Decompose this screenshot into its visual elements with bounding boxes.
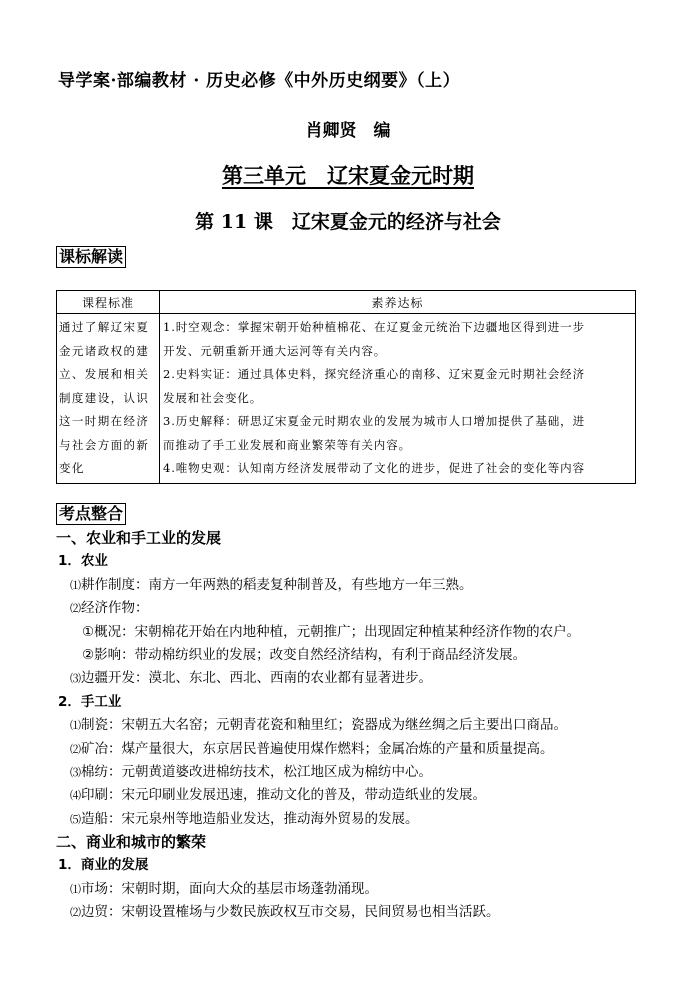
- list-item: ⑷印刷：宋元印刷业发展迅速，推动文化的普及，带动造纸业的发展。: [70, 787, 486, 804]
- list-item: ⑶边疆开发：漠北、东北、西北、西南的农业都有显著进步。: [70, 670, 432, 687]
- section-heading-key-points: [56, 503, 126, 525]
- list-item: ⑵经济作物：: [70, 600, 149, 617]
- literacy-item: 4.唯物史观：认知南方经济发展带动了文化的进步，促进了社会的变化等内容: [163, 461, 585, 475]
- key-points-content: [56, 527, 656, 925]
- list-item: ⑶棉纺：元朝黄道婆改进棉纺技术，松江地区成为棉纺中心。: [70, 763, 432, 780]
- curriculum-table: [56, 290, 636, 484]
- section-heading-curriculum: [56, 246, 126, 268]
- subheading-handicraft: 2．手工业: [58, 693, 122, 710]
- standard-cell: [57, 314, 160, 484]
- table-header-literacy: 素养达标: [160, 291, 636, 314]
- list-item: ⑴制瓷：宋朝五大名窑；元朝青花瓷和釉里红；瓷器成为继丝绸之后主要出口商品。: [70, 717, 567, 734]
- list-item: ⑸造船：宋元泉州等地造船业发达，推动海外贸易的发展。: [70, 810, 419, 827]
- standard-line: 通过了解辽宋夏: [59, 320, 150, 334]
- table-header-standard: 课程标准: [57, 291, 160, 314]
- section-label: 课标解读: [56, 246, 126, 268]
- list-subitem: ②影响：带动棉纺织业的发展；改变自然经济结构，有利于商品经济发展。: [82, 646, 527, 663]
- author-line: 肖卿贤 编: [305, 121, 391, 141]
- list-subitem: ①概况：宋朝棉花开始在内地种植，元朝推广；出现固定种植某种经济作物的农户。: [82, 623, 581, 640]
- list-item: ⑴耕作制度：南方一年两熟的稻麦复种制普及，有些地方一年三熟。: [70, 576, 473, 593]
- literacy-item: 1.时空观念：掌握宋朝开始种植棉花、在辽夏金元统治下边疆地区得到进一步 开发、元朝重新开通大运河等有关内容。: [163, 320, 585, 358]
- unit-title-text: 第三单元 辽宋夏金元时期: [222, 163, 474, 188]
- literacy-item: 3.历史解释：研思辽宋夏金元时期农业的发展为城市人口增加提供了基础，进 而推动了手工业发展和商业繁荣等有关内容。: [163, 414, 585, 452]
- unit-title: [0, 160, 696, 190]
- document-header: 导学案·部编教材 · 历史必修《中外历史纲要》（上）: [58, 71, 461, 91]
- standard-line: 立、发展和相关: [59, 367, 150, 381]
- standard-line: 变化: [59, 461, 85, 475]
- list-item: ⑵矿冶：煤产量很大，东京居民普遍使用煤作燃料；金属冶炼的产量和质量提高。: [70, 740, 554, 757]
- lesson-title: 第 11 课 辽宋夏金元的经济与社会: [195, 211, 501, 233]
- literacy-cell: [160, 314, 636, 484]
- table-header-row: [57, 291, 636, 314]
- section-label: 考点整合: [56, 503, 126, 525]
- subheading-agriculture: 1．农业: [58, 553, 108, 570]
- heading-commerce-cities: 二、商业和城市的繁荣: [56, 833, 207, 852]
- standard-line: 与社会方面的新: [59, 437, 150, 452]
- literacy-item: 2.史料实证：通过具体史料，探究经济重心的南移、辽宋夏金元时期社会经济 发展和社会变化。: [163, 367, 585, 405]
- subheading-commerce: 1．商业的发展: [58, 857, 149, 874]
- standard-line: 金元诸政权的建: [59, 343, 150, 358]
- heading-agriculture-handicraft: 一、农业和手工业的发展: [56, 529, 222, 547]
- standard-line: 制度建设，认识: [59, 390, 150, 405]
- table-row: [57, 314, 636, 484]
- standard-line: 这一时期在经济: [59, 414, 150, 428]
- list-item: ⑴市场：宋朝时期，面向大众的基层市场蓬勃涌现。: [70, 880, 378, 897]
- list-item: ⑵边贸：宋朝设置榷场与少数民族政权互市交易，民间贸易也相当活跃。: [70, 904, 500, 921]
